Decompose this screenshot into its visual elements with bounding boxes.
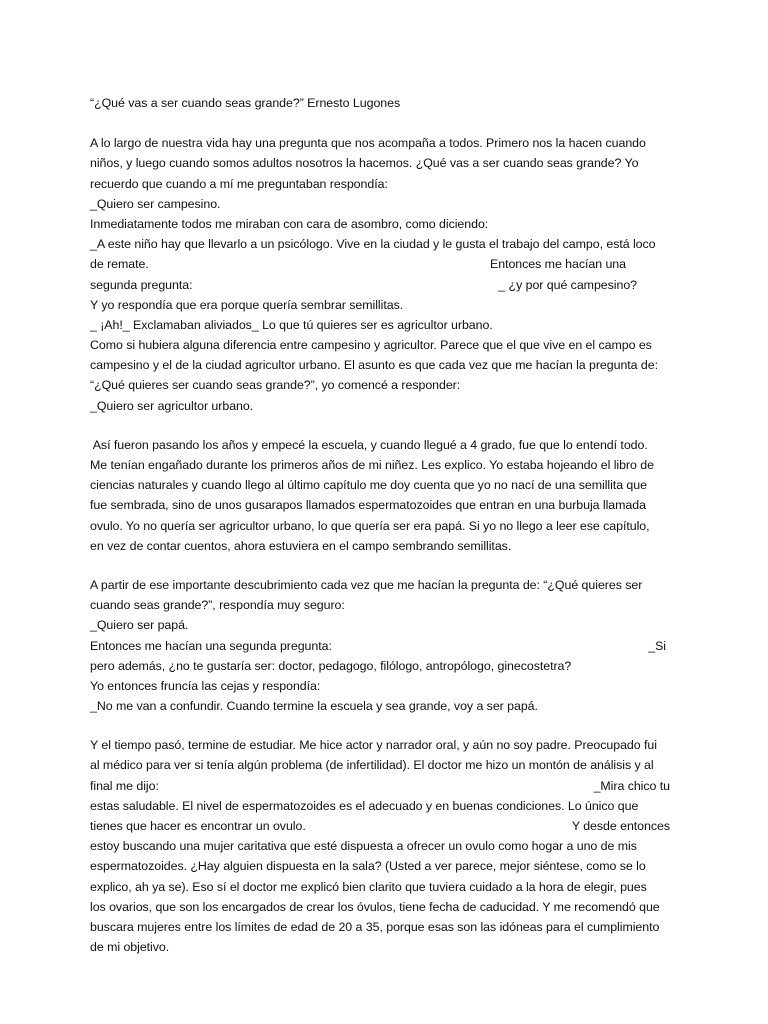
paragraph-2 — [90, 435, 680, 556]
text-line — [90, 816, 680, 836]
text-line — [90, 254, 680, 274]
text-segment: tienes que hacer es encontrar un ovulo. — [90, 819, 306, 834]
text-line: Yo entonces fruncía las cejas y respondía: — [90, 678, 321, 693]
text-line: _ ¡Ah!_ Exclamaban aliviados_ Lo que tú quieres ser es agricultor urbano. — [90, 317, 493, 332]
text-line: en vez de contar cuentos, ahora estuviera en el campo sembrando semillitas. — [90, 538, 512, 553]
text-line: _Quiero ser campesino. — [90, 196, 221, 211]
text-line: Como si hubiera alguna diferencia entre campesino y agricultor. Parece que el que vive en el campo es — [90, 338, 652, 353]
text-line: los ovarios, que son los encargados de crear los óvulos, tiene fecha de caducidad. Y me recomendó que — [90, 899, 660, 914]
text-line: estoy buscando una mujer caritativa que esté dispuesta a ofrecer un ovulo como hogar a uno de mis — [90, 839, 637, 854]
text-line: “¿Qué quieres ser cuando seas grande?”, yo comencé a responder: — [90, 378, 461, 393]
text-line — [90, 275, 680, 295]
text-segment: Entonces me hacían una — [490, 257, 626, 272]
text-line — [90, 776, 680, 796]
text-line: buscara mujeres entre los límites de edad de 20 a 35, porque esas son las idóneas para el cumplimiento — [90, 919, 660, 934]
text-line: campesino y el de la ciudad agricultor urbano. El asunto es que cada vez que me hacían la pregunta de: — [90, 358, 658, 373]
text-line: explico, ah ya se). Eso sí el doctor me explicó bien clarito que tuviera cuidado a la hora de elegir, pues — [90, 879, 647, 894]
text-line: A partir de ese importante descubrimiento cada vez que me hacían la pregunta de: “¿Qué quieres ser — [90, 577, 643, 592]
text-line: de mi objetivo. — [90, 940, 170, 955]
text-segment: Entonces me hacían una segunda pregunta: — [90, 638, 332, 653]
text-segment: final me dijo: — [90, 778, 159, 793]
text-line: cuando seas grande?”, respondía muy seguro: — [90, 598, 345, 613]
text-line: pero además, ¿no te gustaría ser: doctor, pedagogo, filólogo, antropólogo, ginecostetra? — [90, 658, 572, 673]
text-segment: de remate. — [90, 257, 149, 272]
text-segment: _ ¿y por qué campesino? — [498, 277, 637, 292]
text-line: A lo largo de nuestra vida hay una pregunta que nos acompaña a todos. Primero nos la hacen cuando — [90, 136, 646, 151]
text-line: _Quiero ser papá. — [90, 618, 189, 633]
text-line: Y el tiempo pasó, termine de estudiar. Me hice actor y narrador oral, y aún no soy padre. Preocupado fui — [90, 738, 657, 753]
text-line: Inmediatamente todos me miraban con cara de asombro, como diciendo: — [90, 216, 489, 231]
text-segment: _Mira chico tu — [593, 778, 670, 793]
text-line: espermatozoides. ¿Hay alguien dispuesta en la sala? (Usted a ver parece, mejor siéntese, como se lo — [90, 859, 646, 874]
text-line: Y yo respondía que era porque quería sembrar semillitas. — [90, 297, 404, 312]
text-segment: Y desde entonces — [571, 819, 670, 834]
document-body — [90, 93, 680, 976]
text-line: niños, y luego cuando somos adultos nosotros la hacemos. ¿Qué vas a ser cuando seas grande? Yo — [90, 156, 639, 171]
text-line: _No me van a confundir. Cuando termine la escuela y sea grande, voy a ser papá. — [90, 699, 538, 714]
text-line: _Quiero ser agricultor urbano. — [90, 398, 254, 413]
paragraph-1 — [90, 133, 680, 416]
text-line — [90, 636, 680, 656]
text-line: fue sembrada, sino de unos gusarapos llamados espermatozoides que entran en una burbuja llamada — [90, 498, 646, 513]
text-segment: segunda pregunta: — [90, 277, 193, 292]
text-line: recuerdo que cuando a mí me preguntaban respondía: — [90, 176, 388, 191]
text-line: ciencias naturales y cuando llego al último capítulo me doy cuenta que yo no nací de una semillita que — [90, 478, 647, 493]
paragraph-3 — [90, 575, 680, 716]
document-title: “¿Qué vas a ser cuando seas grande?” Ernesto Lugones — [90, 96, 401, 110]
text-line: al médico para ver si tenía algún problema (de infertilidad). El doctor me hizo un montón de análisis y al — [90, 758, 654, 773]
text-line: estas saludable. El nivel de espermatozoides es el adecuado y en buenas condiciones. Lo único que — [90, 798, 639, 813]
text-line: ovulo. Yo no quería ser agricultor urbano, lo que quería ser era papá. Si yo no llego a leer ese capítulo, — [90, 518, 650, 533]
paragraph-4 — [90, 735, 680, 957]
text-line: Me tenían engañado durante los primeros años de mi niñez. Les explico. Yo estaba hojeando el libro de — [90, 458, 654, 473]
text-line: Así fueron pasando los años y empecé la escuela, y cuando llegué a 4 grado, fue que lo entendí todo. — [90, 437, 648, 452]
text-segment: _Si — [648, 638, 666, 653]
text-line: _A este niño hay que llevarlo a un psicólogo. Vive en la ciudad y le gusta el trabajo del campo, está loco — [90, 237, 656, 252]
